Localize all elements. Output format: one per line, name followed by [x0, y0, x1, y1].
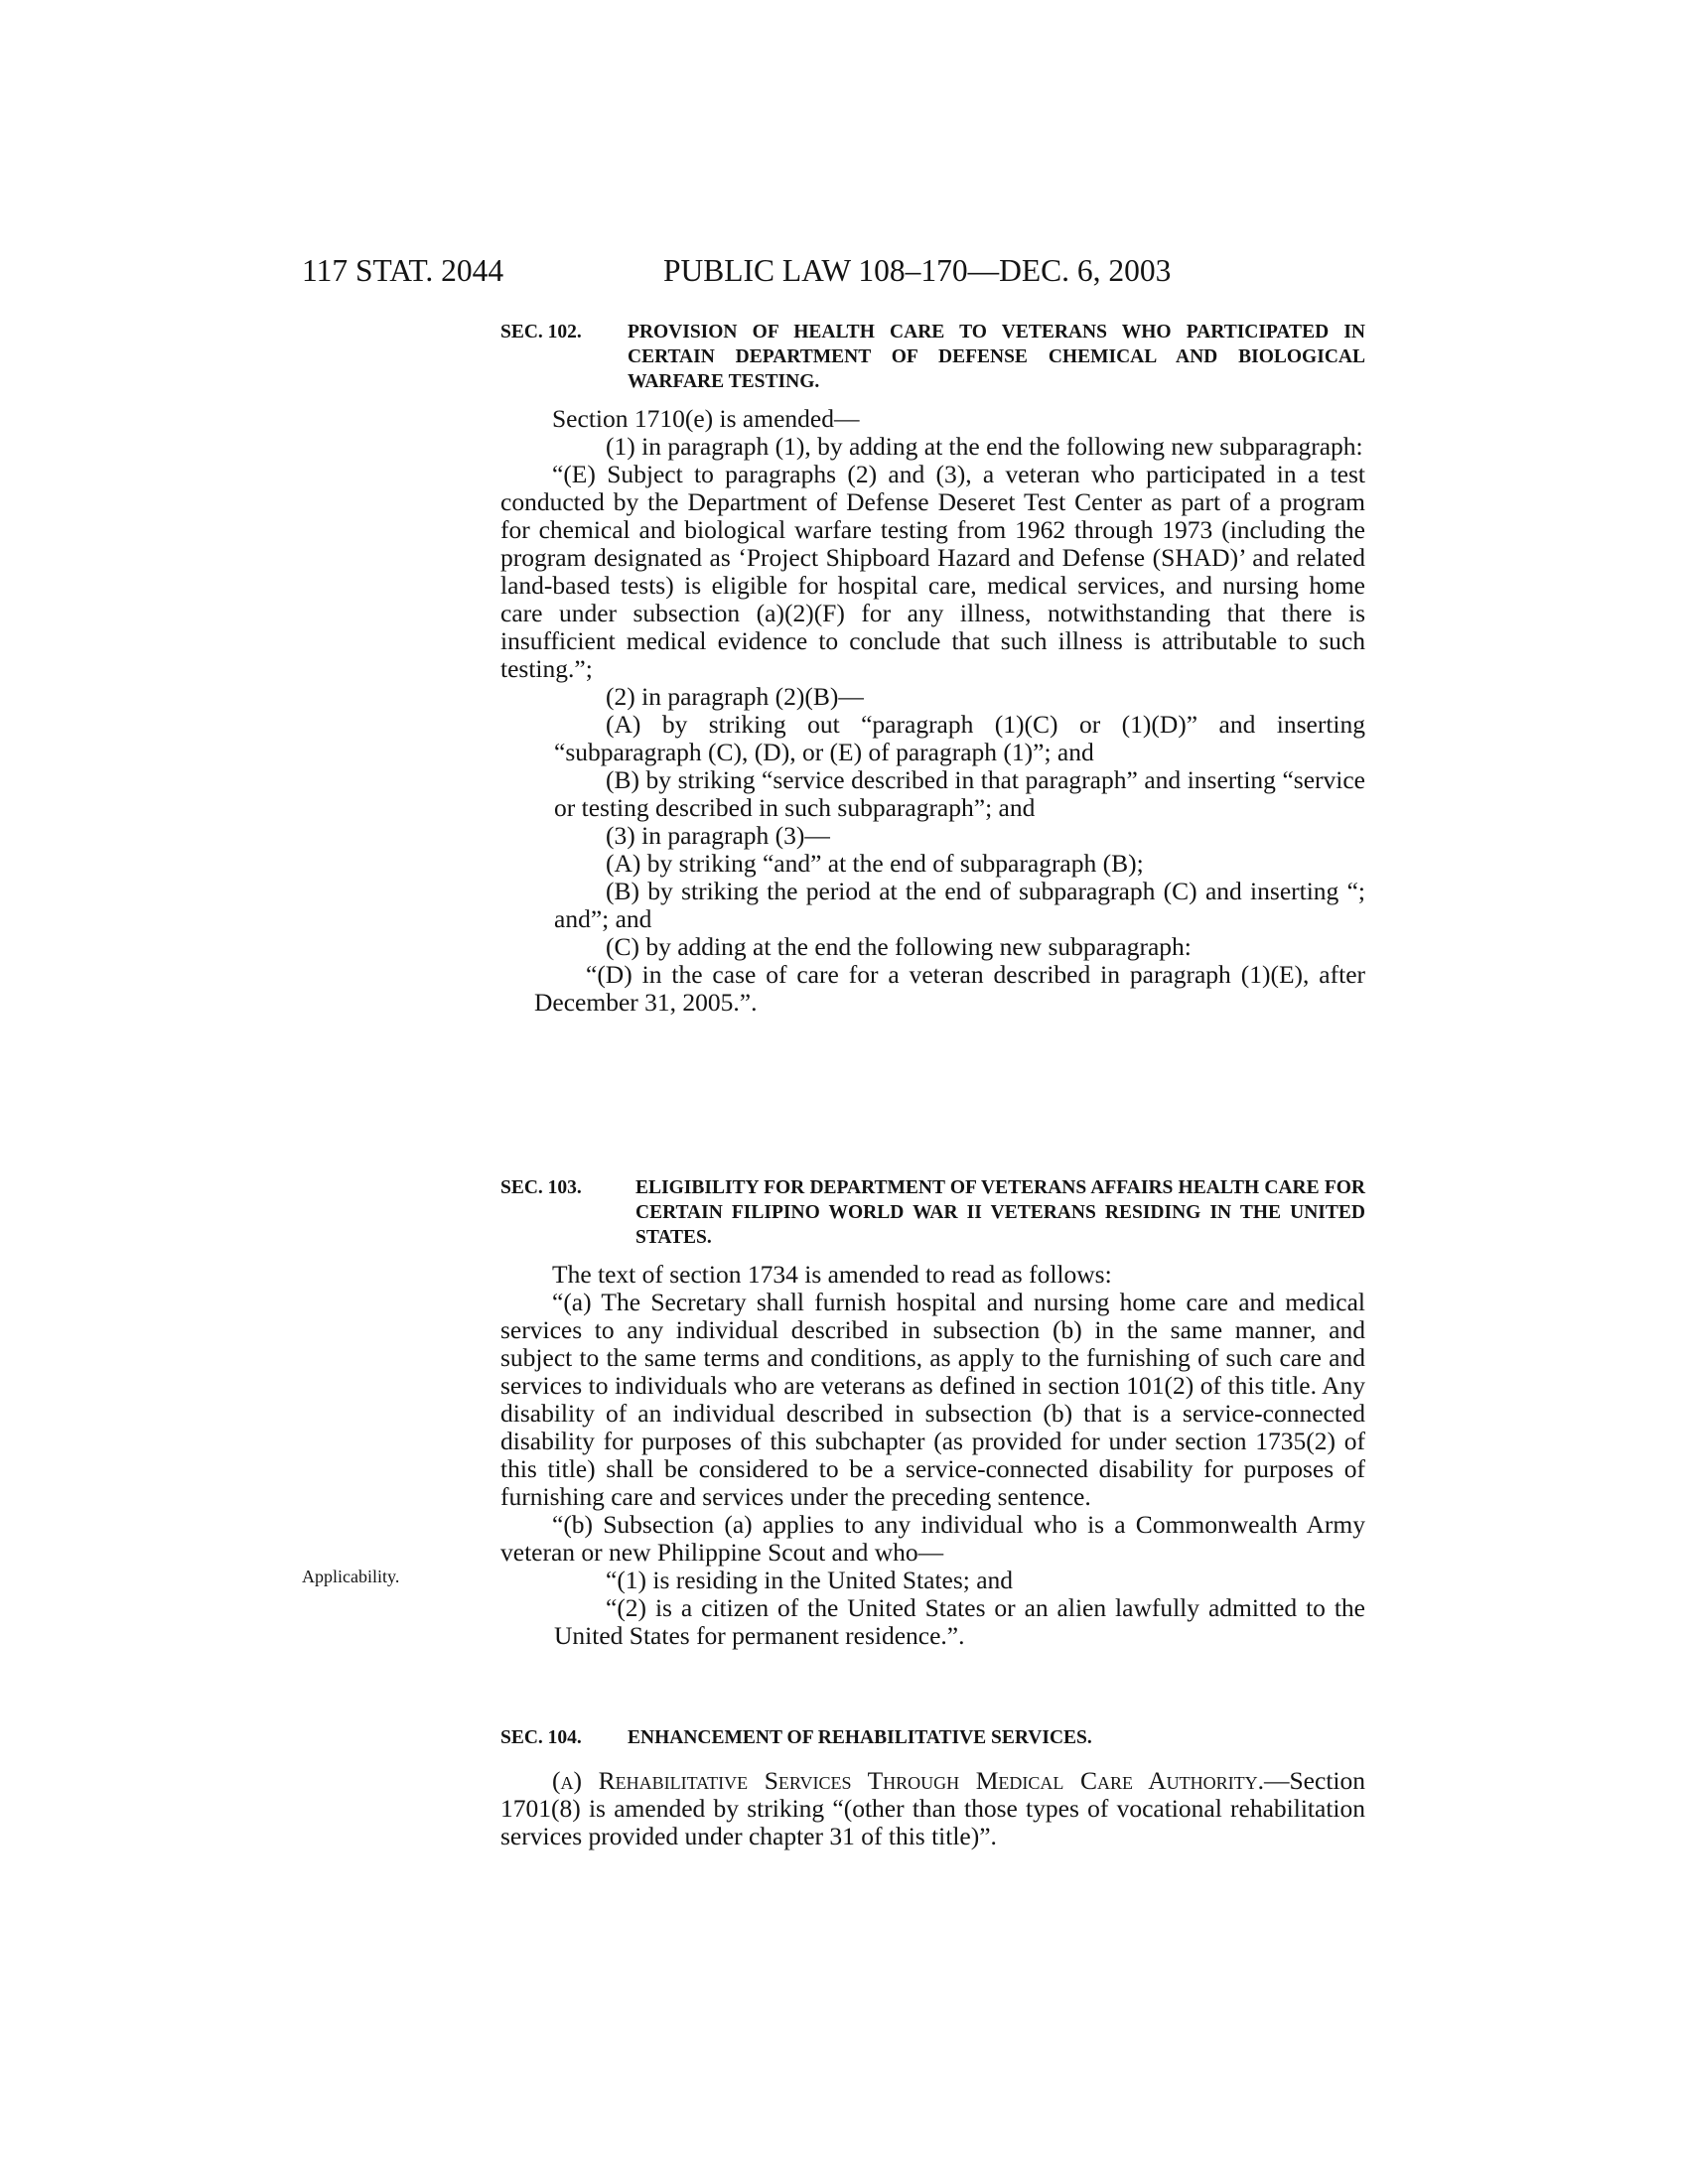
quoted-subparagraph: “(D) in the case of care for a veteran described in paragraph (1)(E), after December 31, 2005.”. — [534, 960, 1365, 1017]
section-103-body — [500, 1261, 1365, 1650]
section-title: ENHANCEMENT OF REHABILITATIVE SERVICES. — [628, 1727, 1092, 1748]
section-number: SEC. 102. — [500, 322, 582, 342]
subsection-text: —Section 1701(8) is amended by striking “(other than those types of vocational rehabilitation services provided under chapter 31 of this title)”. — [500, 1766, 1365, 1850]
section-103-heading — [500, 1175, 1365, 1250]
paragraph: (1) in paragraph (1), by adding at the end the following new subparagraph: — [606, 432, 1363, 461]
subsection-heading: (a) Rehabilitative Services Through Medical Care Authority. — [552, 1766, 1264, 1795]
paragraph: (3) in paragraph (3)— — [606, 821, 830, 850]
subparagraph: (A) by striking “and” at the end of subparagraph (B); — [606, 849, 1144, 878]
section-title: ELIGIBILITY FOR DEPARTMENT OF VETERANS AFFAIRS HEALTH CARE FOR CERTAIN FILIPINO WORLD WAR II VETERANS RESIDING IN THE UNITED STATES. — [635, 1177, 1365, 1248]
paragraph: The text of section 1734 is amended to read as follows: — [552, 1260, 1112, 1289]
subsection-a — [500, 1767, 1365, 1850]
statute-page-reference: 117 STAT. 2044 — [302, 253, 504, 288]
subparagraph: (C) by adding at the end the following new subparagraph: — [606, 932, 1192, 961]
subparagraph: (B) by striking “service described in that paragraph” and inserting “service or testing described in such subparagraph”; and — [554, 765, 1365, 822]
section-102-heading — [500, 320, 1365, 394]
paragraph: (2) in paragraph (2)(B)— — [606, 682, 864, 711]
section-104-body — [500, 1767, 1365, 1850]
section-104-heading — [500, 1725, 1365, 1750]
quoted-subsection: “(b) Subsection (a) applies to any individual who is a Commonwealth Army veteran or new Philippine Scout and who— — [500, 1510, 1365, 1567]
section-102-body — [500, 405, 1365, 1017]
page-header — [0, 253, 1688, 297]
running-head: PUBLIC LAW 108–170—DEC. 6, 2003 — [663, 253, 1172, 288]
quoted-paragraph: “(1) is residing in the United States; and — [606, 1566, 1014, 1594]
quoted-paragraph: “(2) is a citizen of the United States or an alien lawfully admitted to the United States for permanent residence.”. — [554, 1593, 1365, 1650]
margin-note-applicability: Applicability. — [302, 1567, 400, 1586]
subparagraph: (A) by striking out “paragraph (1)(C) or (1)(D)” and inserting “subparagraph (C), (D), or (E) of paragraph (1)”; and — [554, 710, 1365, 766]
quoted-subsection: “(a) The Secretary shall furnish hospital and nursing home care and medical services to any individual described in subsection (b) in the same manner, and subject to the same terms and conditions, as apply to the furnishing of such care and services to individuals who are veterans as defined in section 101(2) of this title. Any disability of an individual described in subsection (b) that is a service-connected disability for purposes of this subchapter (as provided for under section 1735(2) of this title) shall be considered to be a service-connected disability for purposes of furnishing care and services under the preceding sentence. — [500, 1288, 1365, 1511]
quoted-subparagraph: “(E) Subject to paragraphs (2) and (3), a veteran who participated in a test conducted by the Department of Defense Deseret Test Center as part of a program for chemical and biological warfare testing from 1962 through 1973 (including the program designated as ‘Project Shipboard Hazard and Defense (SHAD)’ and related land-based tests) is eligible for hospital care, medical services, and nursing home care under subsection (a)(2)(F) for any illness, notwithstanding that there is insufficient medical evidence to conclude that such illness is attributable to such testing.”; — [500, 460, 1365, 683]
section-number: SEC. 103. — [500, 1177, 582, 1198]
section-number: SEC. 104. — [500, 1727, 582, 1748]
section-title: PROVISION OF HEALTH CARE TO VETERANS WHO PARTICIPATED IN CERTAIN DEPARTMENT OF DEFENSE CHEMICAL AND BIOLOGICAL WARFARE TESTING. — [628, 322, 1365, 392]
paragraph: Section 1710(e) is amended— — [552, 404, 860, 433]
subparagraph: (B) by striking the period at the end of subparagraph (C) and inserting “; and”; and — [554, 877, 1365, 933]
